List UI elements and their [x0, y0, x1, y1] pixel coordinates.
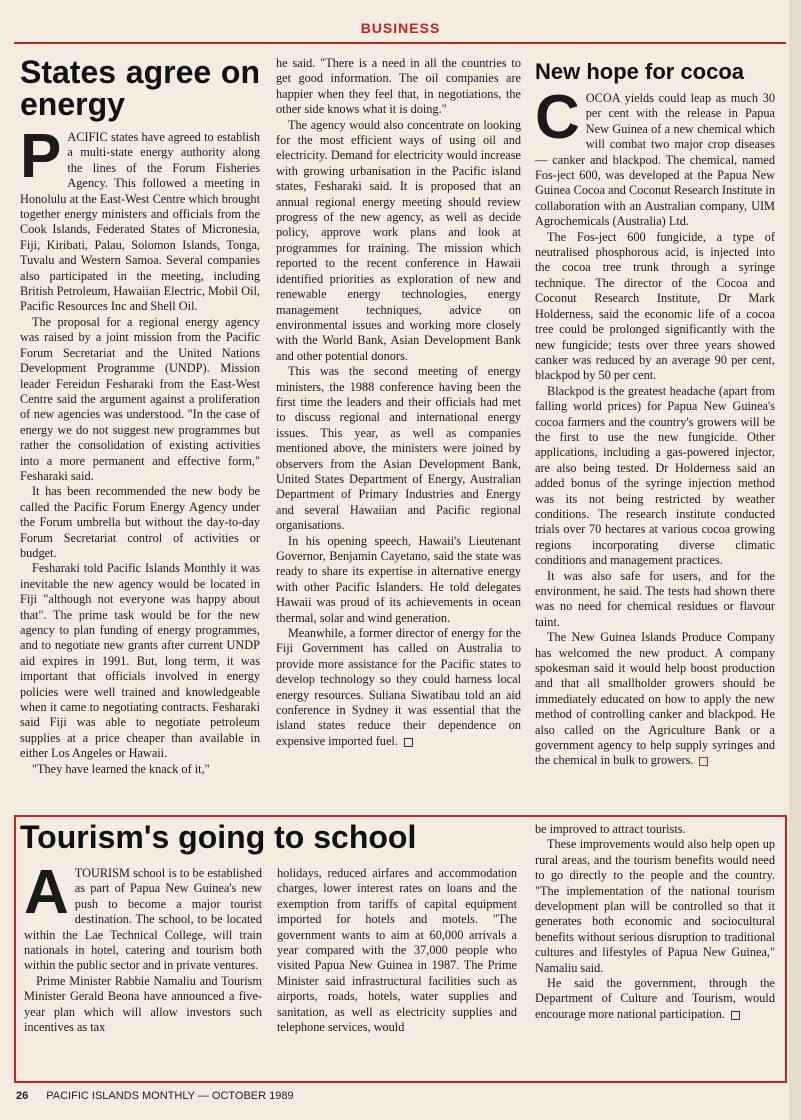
energy-headline: States agree on energy: [20, 54, 260, 122]
tourism-paragraph: He said the government, through the Department of Culture and Tourism, would encourage more national participation.: [535, 976, 775, 1021]
tourism-paragraph: holidays, reduced airfares and accommodation charges, lower interest rates on loans and the exemption from tariffs of capital equipment imported for hotels and motels. "The government wants to aim at 60,000 arrivals a year compared with the 37,000 people who visited Papua New Guinea in 1987. The Prime Minister said infrastructural facilities such as airports, roads, hotels, water supplies and sanitation, as well as electricity supplies and telephone services, would: [277, 866, 517, 1035]
publication-line: PACIFIC ISLANDS MONTHLY — OCTOBER 1989: [46, 1090, 294, 1102]
end-mark-icon: [699, 757, 708, 766]
page-footer: [16, 1090, 294, 1102]
energy-paragraph: It has been recommended the new body be called the Pacific Forum Energy Agency under the Forum umbrella but without the day-to-day Forum Secretariat control of activities or budget.: [20, 484, 260, 560]
cocoa-paragraph: COCOA yields could leap as much 30 per cent with the release in Papua New Guinea of a new chemical which will combat two major crop diseases — canker and blackpod. The chemical, named Fos-ject 600, was developed at the Papua New Guinea Cocoa and Coconut Research Institute in collaboration with an Australian company, UIM Agrochemicals (Australia) Ltd.: [535, 83, 775, 229]
tourism-paragraph: be improved to attract tourists.: [535, 822, 686, 836]
tourism-paragraph: ATOURISM school is to be established as part of Papua New Guinea's new push to become a major tourist destination. The school, to be located within the Lae Technical College, will train nationals in hotel, catering and tourism both within the public sector and in private ventures.: [24, 858, 262, 973]
section-rule: [14, 42, 786, 44]
cocoa-headline: New hope for cocoa: [535, 59, 745, 84]
cocoa-column: [535, 60, 775, 769]
energy-paragraph: PACIFIC states have agreed to establish a multi-state energy authority along the lines of the Forum Fisheries Agency. This followed a meeting in Honolulu at the East-West Centre which brought together energy ministers and officials from the Cook Islands, Federated States of Micronesia, Fiji, Kiribati, Palau, Solomon Islands, Tonga, Tuvalu and Western Samoa. Several companies also participated in the meeting, including British Petroleum, Hawaiian Electric, Mobil Oil, Pacific Resources Inc and Shell Oil.: [20, 122, 260, 314]
dropcap: C: [535, 83, 580, 152]
page-edge: [789, 0, 801, 1120]
tourism-paragraph: These improvements would also help open up rural areas, and the tourism benefits would need to go directly to the people and the country. "The implementation of the national tourism development plan will be controlled so that it generates both economic and sociocultural benefits without serious disruption to traditional cultures and lifestyles of Papua New Guinea," Namaliu said.: [535, 837, 775, 975]
cocoa-paragraph: The New Guinea Islands Produce Company has welcomed the new product. A company spokesman said it would help boost production and that all smallholder growers should be immediately educated on how to apply the new method of controlling canker and blackpod. He also called on the Agriculture Bank or a government agency to help supply syringes and the chemical in bulk to growers.: [535, 630, 775, 768]
tourism-column-3: [535, 822, 775, 1022]
cocoa-paragraph: It was also safe for users, and for the environment, he said. The tests had shown there was no need for chemical residues or flavour taint.: [535, 568, 775, 629]
dropcap: A: [24, 858, 69, 927]
cocoa-paragraph: Blackpod is the greatest headache (apart from falling world prices) for Papua New Guinea's cocoa farmers and the country's growers will be the first to use the new fungicide. Other applications, including a gas-powered injector, are also being tested. Dr Holderness said an added bonus of the syringe injection method was its not being restricted by weather conditions. The research institute conducted trials over 70 hectares at various cocoa growing regions incorporating diverse climatic conditions and management practices.: [535, 383, 775, 568]
dropcap: P: [20, 122, 62, 191]
energy-paragraph: Meanwhile, a former director of energy for the Fiji Government has called on Australia to provide more assistance for the Pacific states to develop technology so they could harness local energy resources. Suliana Siwatibau told an aid conference in Sydney it was essential that the island states reduce their dependence on expensive imported fuel.: [276, 626, 521, 748]
page-number: 26: [16, 1090, 29, 1102]
tourism-headline: Tourism's going to school: [20, 819, 417, 855]
energy-paragraph: The proposal for a regional energy agency was raised by a joint mission from the Pacific Forum Secretariat and the United Nations Development Programme (UNDP). Mission leader Fereidun Fesharaki from the East-West Centre said the argument against a proliferation of new agencies was understood. "In the case of energy we do not suggest new programmes but rather the consolidation of existing activities into a more permanent and effective form," Fesharaki said.: [20, 314, 260, 483]
energy-paragraph: he said. "There is a need in all the countries to get good information. The oil companies are happier when they feel that, in negotiations, the other side knows what it is doing.": [276, 56, 521, 117]
energy-paragraph: In his opening speech, Hawaii's Lieutenant Governor, Benjamin Cayetano, said the state was ready to share its expertise in alternative energy with other Pacific Islanders. He told delegates Hawaii was proud of its achievements in ocean thermal, solar and wind generation.: [276, 533, 521, 625]
tourism-column-1: [24, 858, 262, 1035]
energy-paragraph: Fesharaki told Pacific Islands Monthly it was inevitable the new agency would be located in Fiji "although not everyone was happy about that". The prime task would be for the new agency to plan funding of energy programmes, and to negotiate new grants after current UNDP aid expires in 1991. But, long term, it was important that officials involved in energy policies were well trained and knowledgeable when it came to negotiating contracts. Fesharaki said Fiji was able to negotiate petroleum supplies at a price cheaper than available in either Los Angeles or Hawaii.: [20, 561, 260, 761]
energy-paragraph: This was the second meeting of energy ministers, the 1988 conference having been the first time the leaders and their officials had met to discuss regional and international energy issues. This year, as well as companies mentioned above, the ministers were joined by observers from the Asian Development Bank, United States Department of Energy, Australian Department of Primary Industries and Energy and several Hawaiian and Pacific regional organisations.: [276, 364, 521, 533]
energy-paragraph: The agency would also concentrate on looking for the most efficient ways of using oil and electricity. Demand for electricity would increase with growing urbanisation in the Pacific island states, Fesharaki said. It is proposed that an annual regional energy meeting should review progress of the new agency, as well as decide policy, approve work plans and look at programmes for training. The mission which reported to the recent conference in Hawaii identified priorities as exploration of new and renewable energy technologies, energy management techniques, advice on environmental issues and working more closely with the World Bank, Asian Development Bank and other potential donors.: [276, 117, 521, 363]
end-mark-icon: [404, 738, 413, 747]
tourism-column-2: [277, 866, 517, 1035]
energy-paragraph: "They have learned the knack of it,": [32, 761, 210, 776]
energy-column-1: [20, 56, 260, 777]
section-label: BUSINESS: [360, 20, 441, 36]
energy-column-2: [276, 56, 521, 749]
tourism-paragraph: Prime Minister Rabbie Namaliu and Tourism Minister Gerald Beona have announced a five-year plan which will allow investors such incentives as tax: [24, 973, 262, 1035]
cocoa-paragraph: The Fos-ject 600 fungicide, a type of neutralised phosphorous acid, is injected into the cocoa tree trunk through a syringe technique. The director of the Cocoa and Coconut Research Institute, Dr Mark Holderness, said the economic life of a cocoa tree could be prolonged significantly with the new fungicide; tests over three years showed canker was reduced by an average 90 per cent, blackpod by 50 per cent.: [535, 229, 775, 383]
end-mark-icon: [731, 1011, 740, 1020]
